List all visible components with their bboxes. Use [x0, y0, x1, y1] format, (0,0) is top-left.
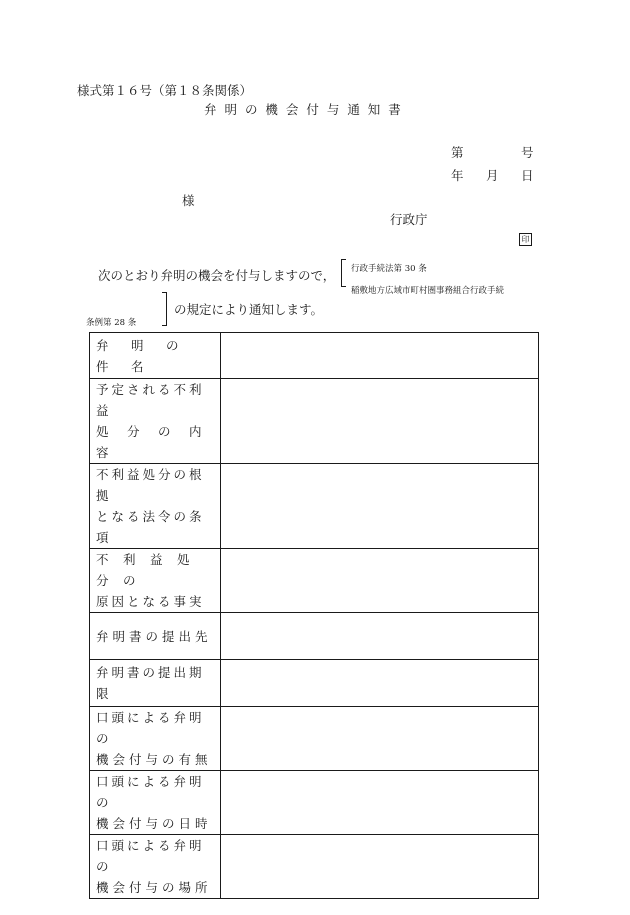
intro-line-2: の規定により通知します。 — [174, 302, 324, 317]
row-label-line: 口頭による弁明の — [96, 838, 205, 874]
doc-number-prefix: 第 — [451, 145, 464, 160]
addressee-sama: 様 — [182, 193, 195, 208]
row-label — [90, 613, 221, 660]
row-value[interactable] — [221, 707, 539, 771]
row-label — [90, 771, 221, 835]
row-label-line: 処 分 の 内 容 — [96, 424, 221, 460]
row-value[interactable] — [221, 835, 539, 899]
table-row — [90, 660, 539, 707]
option-law: 行政手続法第 30 条 — [351, 264, 427, 274]
row-label — [90, 549, 221, 613]
row-value[interactable] — [221, 464, 539, 549]
row-value[interactable] — [221, 379, 539, 464]
row-value[interactable] — [221, 771, 539, 835]
doc-number-suffix: 号 — [521, 145, 534, 160]
row-label-line: 予定される不利益 — [96, 382, 205, 418]
table-row — [90, 333, 539, 379]
seal-mark: 印 — [519, 233, 532, 246]
table-row — [90, 464, 539, 549]
ordinance-article: 条例第 28 条 — [86, 318, 137, 328]
form-number: 様式第１６号（第１８条関係） — [77, 83, 253, 98]
row-label — [90, 660, 221, 707]
row-label-line: 機会付与の場所 — [96, 880, 212, 895]
table-row — [90, 613, 539, 660]
row-label-line: 弁明書の提出期限 — [96, 665, 205, 701]
row-value[interactable] — [221, 613, 539, 660]
row-label-line: 口頭による弁明の — [96, 710, 205, 746]
row-label-line: 口頭による弁明の — [96, 774, 205, 810]
row-label — [90, 379, 221, 464]
row-label — [90, 333, 221, 379]
row-label-line: 不利益処分の根拠 — [96, 467, 205, 503]
table-row — [90, 549, 539, 613]
row-value[interactable] — [221, 333, 539, 379]
option-bracket — [341, 259, 346, 287]
date-month: 月 — [486, 168, 499, 183]
row-label-line: 弁明書の提出先 — [96, 628, 212, 644]
table-row — [90, 771, 539, 835]
document-title: 弁 明 の 機 会 付 与 通 知 書 — [204, 102, 403, 117]
row-label-line: 原因となる事実 — [96, 594, 205, 609]
ordinance-bracket — [162, 292, 167, 326]
intro-line-1: 次のとおり弁明の機会を付与しますので， — [98, 268, 336, 283]
row-label-line: 機会付与の日時 — [96, 816, 212, 831]
date-year: 年 — [451, 168, 464, 183]
row-label — [90, 707, 221, 771]
row-value[interactable] — [221, 549, 539, 613]
row-value[interactable] — [221, 660, 539, 707]
row-label-line: 弁 明 の 件 名 — [96, 337, 202, 374]
row-label — [90, 464, 221, 549]
row-label — [90, 835, 221, 899]
date-day: 日 — [521, 168, 534, 183]
table-row — [90, 707, 539, 771]
notice-table — [89, 332, 539, 899]
row-label-line: 不 利 益 処 分 の — [96, 552, 205, 588]
row-label-line: となる法令の条項 — [96, 509, 205, 545]
row-label-line: 機会付与の有無 — [96, 752, 212, 767]
issuer-name: 行政庁 — [390, 212, 428, 227]
table-row — [90, 379, 539, 464]
table-row — [90, 835, 539, 899]
option-ordinance: 稲敷地方広域市町村圏事務組合行政手続 — [351, 286, 505, 296]
